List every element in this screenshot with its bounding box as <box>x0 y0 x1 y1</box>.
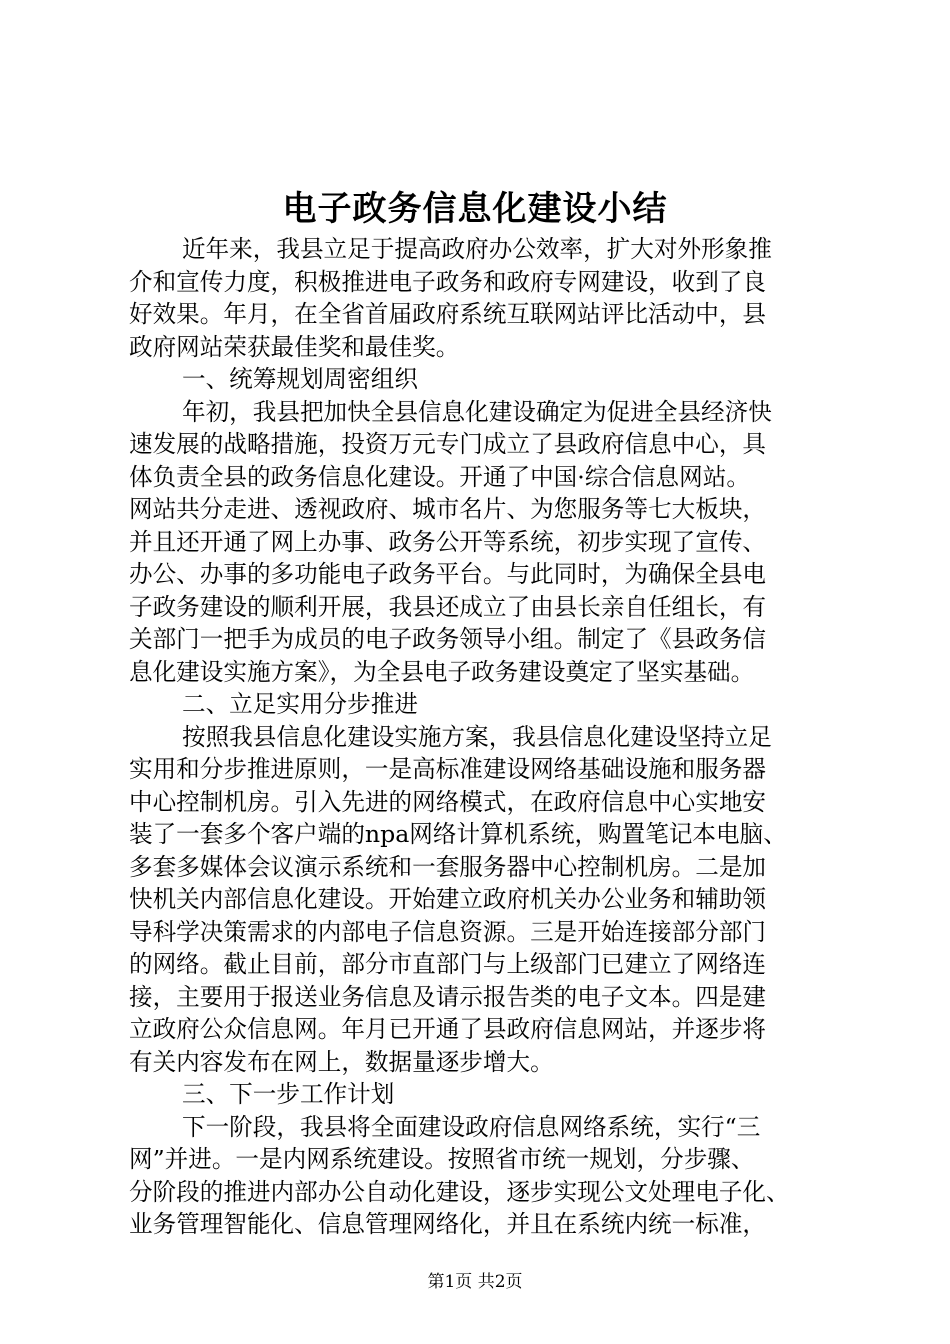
text-line: 中心控制机房。引入先进的网络模式，在政府信息中心实地安 <box>129 787 767 816</box>
text-line: 并且还开通了网上办事、政务公开等系统，初步实现了宣传、 <box>129 527 767 556</box>
section-heading: 三、下一步工作计划 <box>182 1080 395 1108</box>
text-line: 息化建设实施方案》，为全县电子政务建设奠定了坚实基础。 <box>129 657 755 686</box>
text-line: 多套多媒体会议演示系统和一套服务器中心控制机房。二是加 <box>129 852 767 881</box>
text-line: 的网络。截止目前，部分市直部门与上级部门已建立了网络连 <box>129 950 767 978</box>
text-line: 快机关内部信息化建设。开始建立政府机关办公业务和辅助领 <box>129 885 767 913</box>
section-heading: 二、立足实用分步推进 <box>182 690 418 718</box>
text-line: 办公、办事的多功能电子政务平台。与此同时，为确保全县电 <box>129 560 767 588</box>
text-line: 政府网站荣获最佳奖和最佳奖。 <box>129 332 460 361</box>
text-line: 年初，我县把加快全县信息化建设确定为促进全县经济快 <box>182 397 772 426</box>
text-line: 体负责全县的政务信息化建设。开通了中国·综合信息网站。 <box>129 462 750 491</box>
text-line: 分阶段的推进内部办公自动化建设，逐步实现公文处理电子化、 <box>129 1177 790 1206</box>
text-line: 下一阶段，我县将全面建设政府信息网络系统，实行“三 <box>182 1112 761 1141</box>
text-line: 立政府公众信息网。年月已开通了县政府信息网站，并逐步将 <box>129 1015 767 1043</box>
text-line: 近年来，我县立足于提高政府办公效率，扩大对外形象推 <box>182 235 772 263</box>
text-line: 网站共分走进、透视政府、城市名片、为您服务等七大板块， <box>129 495 767 523</box>
text-line: 导科学决策需求的内部电子信息资源。三是开始连接部分部门 <box>129 917 767 946</box>
text-line: 接，主要用于报送业务信息及请示报告类的电子文本。四是建 <box>129 982 767 1011</box>
text-line: 好效果。年月，在全省首届政府系统互联网站评比活动中，县 <box>129 300 767 328</box>
text-line: 实用和分步推进原则，一是高标准建设网络基础设施和服务器 <box>129 755 767 783</box>
page-footer: 第1页 共2页 <box>427 1272 523 1292</box>
text-line: 业务管理智能化、信息管理网络化，并且在系统内统一标准， <box>129 1210 767 1238</box>
text-line: 子政务建设的顺利开展，我县还成立了由县长亲自任组长，有 <box>129 592 767 621</box>
text-line: 网”并进。一是内网系统建设。按照省市统一规划，分步骤、 <box>129 1145 755 1173</box>
text-line: 按照我县信息化建设实施方案，我县信息化建设坚持立足 <box>182 722 772 751</box>
section-heading: 一、统筹规划周密组织 <box>182 365 418 393</box>
text-line: 有关内容发布在网上，数据量逐步增大。 <box>129 1047 554 1076</box>
text-line: 速发展的战略措施，投资万元专门成立了县政府信息中心，具 <box>129 430 767 458</box>
text-line: 装了一套多个客户端的npa网络计算机系统，购置笔记本电脑、 <box>129 820 787 848</box>
text-line: 介和宣传力度，积极推进电子政务和政府专网建设，收到了良 <box>129 267 767 296</box>
document-title: 电子政务信息化建设小结 <box>282 189 668 229</box>
document-body <box>129 233 835 1241</box>
text-line: 关部门一把手为成员的电子政务领导小组。制定了《县政务信 <box>129 625 767 653</box>
